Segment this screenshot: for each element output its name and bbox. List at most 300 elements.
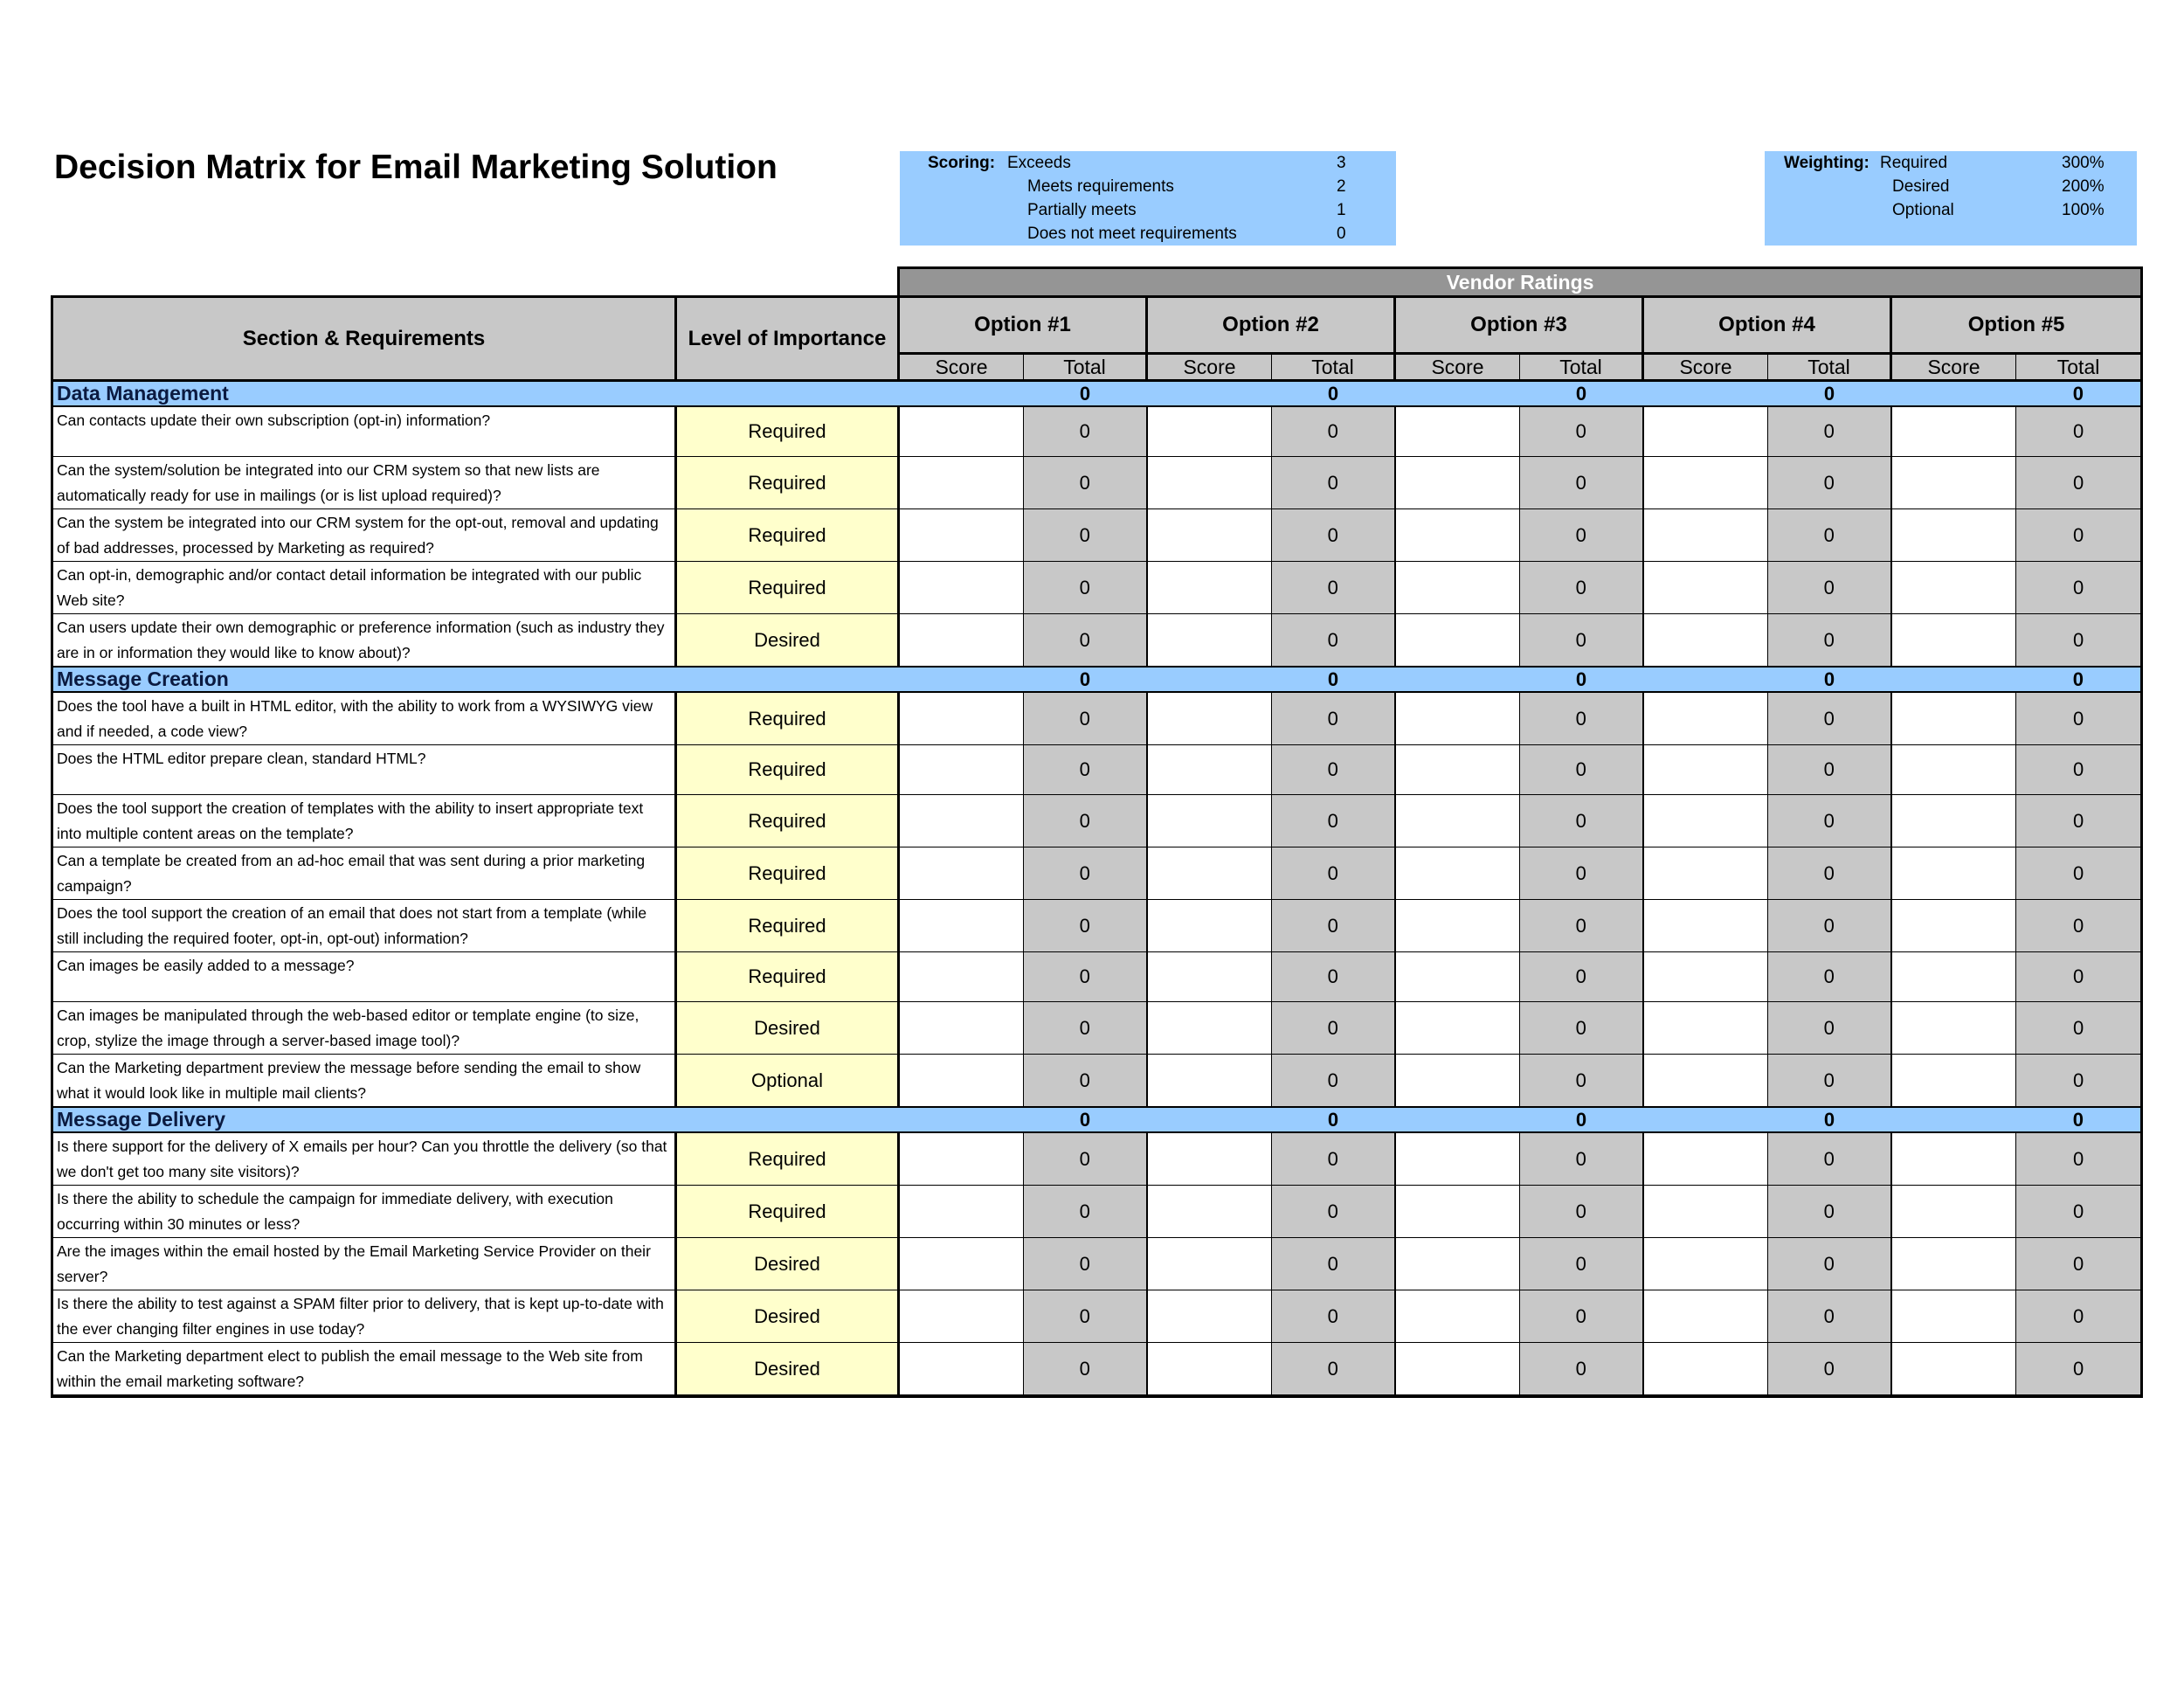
section-score-spacer: [1395, 381, 1520, 407]
requirement-row: [52, 900, 2142, 952]
score-input-cell[interactable]: [1147, 900, 1272, 952]
importance-level[interactable]: Required: [676, 745, 899, 795]
total-cell: 0: [2016, 406, 2142, 457]
score-input-cell[interactable]: [1395, 509, 1520, 562]
section-name: Message Delivery: [52, 1107, 899, 1132]
option-header: Option #4: [1643, 297, 1891, 354]
section-score-spacer: [1395, 1107, 1520, 1132]
total-header: Total: [2016, 354, 2142, 381]
requirement-text: Can users update their own demographic or preference information (such as industry they are in or information they would like to know about)?: [52, 614, 676, 668]
score-input-cell[interactable]: [1643, 562, 1768, 614]
total-cell: 0: [2016, 1132, 2142, 1186]
total-cell: 0: [1272, 745, 1395, 795]
requirement-row: [52, 457, 2142, 509]
section-total: 0: [1768, 667, 1891, 692]
score-input-cell[interactable]: [1147, 1002, 1272, 1055]
score-input-cell[interactable]: [1643, 900, 1768, 952]
score-input-cell[interactable]: [899, 952, 1024, 1002]
score-input-cell[interactable]: [899, 795, 1024, 847]
score-input-cell[interactable]: [899, 457, 1024, 509]
score-input-cell[interactable]: [1395, 745, 1520, 795]
section-score-spacer: [1891, 1107, 2016, 1132]
total-cell: 0: [1024, 562, 1147, 614]
total-cell: 0: [2016, 1238, 2142, 1290]
total-cell: 0: [1024, 1002, 1147, 1055]
section-score-spacer: [1395, 667, 1520, 692]
score-input-cell[interactable]: [1147, 1238, 1272, 1290]
total-cell: 0: [1024, 795, 1147, 847]
weighting-legend: [1765, 151, 2137, 246]
score-input-cell[interactable]: [1891, 509, 2016, 562]
score-input-cell[interactable]: [899, 562, 1024, 614]
score-input-cell[interactable]: [1147, 1055, 1272, 1108]
section-total: 0: [2016, 667, 2142, 692]
score-input-cell[interactable]: [899, 1002, 1024, 1055]
requirement-row: [52, 795, 2142, 847]
total-cell: 0: [1024, 1290, 1147, 1343]
requirement-text: Can the system/solution be integrated into our CRM system so that new lists are automatically ready for use in mailings (or is list upload required)?: [52, 457, 676, 509]
total-cell: 0: [1024, 952, 1147, 1002]
total-cell: 0: [1768, 1132, 1891, 1186]
total-cell: 0: [2016, 1343, 2142, 1397]
weighting-value: 200%: [2062, 177, 2105, 196]
score-input-cell[interactable]: [899, 900, 1024, 952]
total-cell: 0: [1768, 1186, 1891, 1238]
requirement-row: [52, 745, 2142, 795]
requirement-text: Can images be easily added to a message?: [52, 952, 676, 1002]
score-input-cell[interactable]: [1643, 795, 1768, 847]
total-cell: 0: [1024, 457, 1147, 509]
score-header: Score: [899, 354, 1024, 381]
total-cell: 0: [1024, 614, 1147, 668]
score-input-cell[interactable]: [1891, 847, 2016, 900]
importance-level[interactable]: Required: [676, 952, 899, 1002]
score-input-cell[interactable]: [899, 692, 1024, 745]
total-cell: 0: [1768, 457, 1891, 509]
total-cell: 0: [1768, 614, 1891, 668]
total-cell: 0: [1520, 1186, 1643, 1238]
score-input-cell[interactable]: [1643, 952, 1768, 1002]
score-input-cell[interactable]: [1147, 406, 1272, 457]
requirement-text: Can a template be created from an ad-hoc email that was sent during a prior marketing campaign?: [52, 847, 676, 900]
total-cell: 0: [2016, 1055, 2142, 1108]
total-cell: 0: [1768, 1290, 1891, 1343]
total-cell: 0: [2016, 692, 2142, 745]
total-cell: 0: [1520, 1055, 1643, 1108]
requirement-row: [52, 952, 2142, 1002]
total-cell: 0: [1024, 692, 1147, 745]
section-score-spacer: [899, 1107, 1024, 1132]
total-header: Total: [1024, 354, 1147, 381]
score-input-cell[interactable]: [899, 406, 1024, 457]
total-header: Total: [1520, 354, 1643, 381]
score-input-cell[interactable]: [1891, 795, 2016, 847]
total-cell: 0: [1520, 614, 1643, 668]
score-input-cell[interactable]: [1147, 692, 1272, 745]
total-cell: 0: [1272, 847, 1395, 900]
option-header: Option #3: [1395, 297, 1643, 354]
total-cell: 0: [1520, 745, 1643, 795]
total-cell: 0: [2016, 1290, 2142, 1343]
importance-level[interactable]: Desired: [676, 1343, 899, 1397]
requirement-row: [52, 1186, 2142, 1238]
score-input-cell[interactable]: [1891, 1186, 2016, 1238]
total-cell: 0: [1024, 1186, 1147, 1238]
importance-level[interactable]: Required: [676, 1186, 899, 1238]
total-cell: 0: [1272, 614, 1395, 668]
score-input-cell[interactable]: [1395, 1238, 1520, 1290]
score-input-cell[interactable]: [1395, 795, 1520, 847]
score-input-cell[interactable]: [1395, 457, 1520, 509]
requirement-text: Does the tool support the creation of an email that does not start from a template (while still including the required footer, opt-in, opt-out) information?: [52, 900, 676, 952]
total-cell: 0: [2016, 900, 2142, 952]
weighting-label: Required: [1880, 154, 1948, 172]
section-row: [52, 1107, 2142, 1132]
section-total: 0: [1768, 1107, 1891, 1132]
requirement-row: [52, 562, 2142, 614]
score-input-cell[interactable]: [1147, 952, 1272, 1002]
scoring-legend: [900, 151, 1396, 246]
importance-level[interactable]: Required: [676, 795, 899, 847]
requirement-text: Can the Marketing department preview the message before sending the email to show what it would look like in multiple mail clients?: [52, 1055, 676, 1108]
total-cell: 0: [2016, 509, 2142, 562]
section-total: 0: [1024, 1107, 1147, 1132]
vendor-ratings-row: [52, 268, 2142, 297]
score-input-cell[interactable]: [1395, 1186, 1520, 1238]
score-input-cell[interactable]: [899, 1186, 1024, 1238]
score-input-cell[interactable]: [1891, 614, 2016, 668]
score-input-cell[interactable]: [1395, 847, 1520, 900]
score-input-cell[interactable]: [1395, 1055, 1520, 1108]
total-cell: 0: [2016, 562, 2142, 614]
decision-matrix-table: [51, 266, 2143, 1398]
requirement-row: [52, 1055, 2142, 1108]
score-input-cell[interactable]: [899, 1290, 1024, 1343]
scoring-value: 3: [1337, 154, 1346, 172]
total-cell: 0: [1024, 847, 1147, 900]
total-cell: 0: [1520, 509, 1643, 562]
score-input-cell[interactable]: [1643, 457, 1768, 509]
section-total: 0: [1520, 381, 1643, 407]
section-requirements-header: Section & Requirements: [52, 297, 676, 381]
total-cell: 0: [1520, 406, 1643, 457]
section-total: 0: [1520, 667, 1643, 692]
importance-level[interactable]: Desired: [676, 1002, 899, 1055]
total-cell: 0: [1272, 1343, 1395, 1397]
total-cell: 0: [1520, 1002, 1643, 1055]
score-input-cell[interactable]: [1395, 406, 1520, 457]
score-input-cell[interactable]: [1891, 1238, 2016, 1290]
total-cell: 0: [1024, 745, 1147, 795]
score-input-cell[interactable]: [1891, 952, 2016, 1002]
total-cell: 0: [1520, 562, 1643, 614]
importance-level[interactable]: Desired: [676, 1238, 899, 1290]
weighting-key: Weighting:: [1784, 154, 1870, 172]
total-cell: 0: [1768, 562, 1891, 614]
requirement-row: [52, 1238, 2142, 1290]
score-input-cell[interactable]: [1147, 795, 1272, 847]
section-score-spacer: [899, 381, 1024, 407]
scoring-value: 0: [1337, 225, 1346, 243]
score-input-cell[interactable]: [899, 1343, 1024, 1397]
score-input-cell[interactable]: [1891, 562, 2016, 614]
option-header: Option #1: [899, 297, 1147, 354]
score-header: Score: [1395, 354, 1520, 381]
score-input-cell[interactable]: [899, 614, 1024, 668]
importance-level[interactable]: Required: [676, 900, 899, 952]
total-cell: 0: [1272, 1238, 1395, 1290]
option-header: Option #2: [1147, 297, 1395, 354]
requirement-row: [52, 1002, 2142, 1055]
section-name: Data Management: [52, 381, 899, 407]
option-header-row: [52, 297, 2142, 354]
requirement-row: [52, 692, 2142, 745]
scoring-label: Exceeds: [1007, 154, 1071, 172]
score-input-cell[interactable]: [1147, 509, 1272, 562]
score-input-cell[interactable]: [1891, 1343, 2016, 1397]
total-cell: 0: [1768, 745, 1891, 795]
section-total: 0: [1024, 667, 1147, 692]
requirement-text: Does the HTML editor prepare clean, standard HTML?: [52, 745, 676, 795]
total-cell: 0: [1272, 1055, 1395, 1108]
requirement-text: Is there the ability to test against a SPAM filter prior to delivery, that is kept up-to-date with the ever changing filter engines in use today?: [52, 1290, 676, 1343]
score-input-cell[interactable]: [1643, 1290, 1768, 1343]
section-score-spacer: [1891, 667, 2016, 692]
importance-level[interactable]: Optional: [676, 1055, 899, 1108]
total-cell: 0: [1272, 952, 1395, 1002]
requirement-row: [52, 1343, 2142, 1397]
section-score-spacer: [1891, 381, 2016, 407]
importance-level[interactable]: Desired: [676, 614, 899, 668]
total-cell: 0: [1520, 795, 1643, 847]
total-cell: 0: [1024, 1238, 1147, 1290]
total-cell: 0: [1272, 795, 1395, 847]
score-input-cell[interactable]: [1891, 1002, 2016, 1055]
total-header: Total: [1272, 354, 1395, 381]
total-cell: 0: [1768, 900, 1891, 952]
section-score-spacer: [899, 667, 1024, 692]
requirement-row: [52, 509, 2142, 562]
score-input-cell[interactable]: [1395, 952, 1520, 1002]
scoring-value: 1: [1337, 201, 1346, 219]
total-cell: 0: [1272, 406, 1395, 457]
score-input-cell[interactable]: [1891, 745, 2016, 795]
score-header: Score: [1891, 354, 2016, 381]
section-score-spacer: [1147, 1107, 1272, 1132]
section-total: 0: [1768, 381, 1891, 407]
total-cell: 0: [1272, 1002, 1395, 1055]
total-cell: 0: [1768, 1238, 1891, 1290]
scoring-label: Meets requirements: [1027, 177, 1174, 196]
score-input-cell[interactable]: [1147, 614, 1272, 668]
importance-level[interactable]: Required: [676, 562, 899, 614]
section-score-spacer: [1147, 381, 1272, 407]
score-input-cell[interactable]: [1395, 1132, 1520, 1186]
vendor-ratings-header: Vendor Ratings: [899, 268, 2142, 297]
score-input-cell[interactable]: [1643, 406, 1768, 457]
requirement-text: Can contacts update their own subscription (opt-in) information?: [52, 406, 676, 457]
total-cell: 0: [1024, 1055, 1147, 1108]
total-cell: 0: [1272, 562, 1395, 614]
total-cell: 0: [1520, 900, 1643, 952]
weighting-value: 300%: [2062, 154, 2105, 172]
page-title: Decision Matrix for Email Marketing Solution: [54, 149, 778, 186]
total-cell: 0: [1768, 406, 1891, 457]
spacer: [52, 268, 899, 297]
total-cell: 0: [1768, 952, 1891, 1002]
score-input-cell[interactable]: [1891, 1290, 2016, 1343]
total-cell: 0: [2016, 457, 2142, 509]
section-score-spacer: [1147, 667, 1272, 692]
requirement-text: Can the Marketing department elect to publish the email message to the Web site from within the email marketing software?: [52, 1343, 676, 1397]
importance-level[interactable]: Required: [676, 509, 899, 562]
score-input-cell[interactable]: [1395, 692, 1520, 745]
importance-level[interactable]: Desired: [676, 1290, 899, 1343]
total-cell: 0: [1024, 1132, 1147, 1186]
total-cell: 0: [1768, 1343, 1891, 1397]
total-cell: 0: [1520, 1290, 1643, 1343]
score-input-cell[interactable]: [1891, 1055, 2016, 1108]
total-cell: 0: [1024, 509, 1147, 562]
total-cell: 0: [1272, 1186, 1395, 1238]
total-cell: 0: [1520, 952, 1643, 1002]
section-row: [52, 667, 2142, 692]
total-cell: 0: [1024, 1343, 1147, 1397]
score-input-cell[interactable]: [1147, 1132, 1272, 1186]
section-total: 0: [2016, 1107, 2142, 1132]
total-header: Total: [1768, 354, 1891, 381]
score-input-cell[interactable]: [1147, 847, 1272, 900]
requirement-row: [52, 847, 2142, 900]
score-input-cell[interactable]: [1643, 847, 1768, 900]
score-input-cell[interactable]: [1891, 1132, 2016, 1186]
score-input-cell[interactable]: [1147, 562, 1272, 614]
total-cell: 0: [1272, 509, 1395, 562]
weighting-label: Optional: [1892, 201, 1954, 219]
importance-level[interactable]: Required: [676, 1132, 899, 1186]
score-input-cell[interactable]: [899, 1238, 1024, 1290]
score-input-cell[interactable]: [1395, 1343, 1520, 1397]
scoring-label: Partially meets: [1027, 201, 1137, 219]
total-cell: 0: [1520, 692, 1643, 745]
score-input-cell[interactable]: [899, 847, 1024, 900]
total-cell: 0: [1272, 1132, 1395, 1186]
section-total: 0: [1520, 1107, 1643, 1132]
section-total: 0: [1272, 1107, 1395, 1132]
total-cell: 0: [1768, 1002, 1891, 1055]
section-total: 0: [1024, 381, 1147, 407]
score-input-cell[interactable]: [1643, 745, 1768, 795]
score-input-cell[interactable]: [1147, 1343, 1272, 1397]
requirement-text: Is there the ability to schedule the campaign for immediate delivery, with execution occurring within 30 minutes or less?: [52, 1186, 676, 1238]
score-input-cell[interactable]: [1643, 1002, 1768, 1055]
importance-level[interactable]: Required: [676, 847, 899, 900]
total-cell: 0: [2016, 1186, 2142, 1238]
importance-level[interactable]: Required: [676, 692, 899, 745]
score-input-cell[interactable]: [1147, 457, 1272, 509]
requirement-text: Can opt-in, demographic and/or contact detail information be integrated with our public Web site?: [52, 562, 676, 614]
requirement-row: [52, 614, 2142, 668]
requirement-text: Are the images within the email hosted by the Email Marketing Service Provider on their server?: [52, 1238, 676, 1290]
score-input-cell[interactable]: [1891, 900, 2016, 952]
total-cell: 0: [1272, 900, 1395, 952]
score-input-cell[interactable]: [899, 1055, 1024, 1108]
scoring-label: Does not meet requirements: [1027, 225, 1237, 243]
requirement-row: [52, 406, 2142, 457]
section-total: 0: [1272, 381, 1395, 407]
total-cell: 0: [2016, 745, 2142, 795]
level-of-importance-header: Level of Importance: [676, 297, 899, 381]
score-input-cell[interactable]: [1891, 406, 2016, 457]
total-cell: 0: [2016, 614, 2142, 668]
score-input-cell[interactable]: [1395, 614, 1520, 668]
total-cell: 0: [1520, 1238, 1643, 1290]
score-input-cell[interactable]: [1147, 1290, 1272, 1343]
score-input-cell[interactable]: [1395, 562, 1520, 614]
section-score-spacer: [1643, 1107, 1768, 1132]
score-input-cell[interactable]: [1643, 1343, 1768, 1397]
importance-level[interactable]: Required: [676, 406, 899, 457]
total-cell: 0: [1272, 692, 1395, 745]
score-input-cell[interactable]: [899, 745, 1024, 795]
score-input-cell[interactable]: [1147, 1186, 1272, 1238]
weighting-value: 100%: [2062, 201, 2105, 219]
requirement-row: [52, 1290, 2142, 1343]
total-cell: 0: [1520, 847, 1643, 900]
total-cell: 0: [1272, 1290, 1395, 1343]
importance-level[interactable]: Required: [676, 457, 899, 509]
total-cell: 0: [1520, 1132, 1643, 1186]
requirement-text: Does the tool support the creation of templates with the ability to insert appropriate text into multiple content areas on the template?: [52, 795, 676, 847]
total-cell: 0: [1272, 457, 1395, 509]
section-name: Message Creation: [52, 667, 899, 692]
total-cell: 0: [1024, 900, 1147, 952]
score-input-cell[interactable]: [1891, 457, 2016, 509]
section-total: 0: [2016, 381, 2142, 407]
score-input-cell[interactable]: [899, 509, 1024, 562]
score-input-cell[interactable]: [1147, 745, 1272, 795]
total-cell: 0: [1768, 1055, 1891, 1108]
requirement-text: Can the system be integrated into our CRM system for the opt-out, removal and updating of bad addresses, processed by Marketing as required?: [52, 509, 676, 562]
score-input-cell[interactable]: [1643, 614, 1768, 668]
score-input-cell[interactable]: [1395, 900, 1520, 952]
total-cell: 0: [1024, 406, 1147, 457]
score-input-cell[interactable]: [1643, 1238, 1768, 1290]
score-input-cell[interactable]: [1643, 1055, 1768, 1108]
section-row: [52, 381, 2142, 407]
total-cell: 0: [1520, 1343, 1643, 1397]
score-input-cell[interactable]: [1643, 1186, 1768, 1238]
total-cell: 0: [2016, 795, 2142, 847]
section-score-spacer: [1643, 667, 1768, 692]
total-cell: 0: [2016, 1002, 2142, 1055]
scoring-key: Scoring:: [928, 154, 996, 172]
score-input-cell[interactable]: [1643, 1132, 1768, 1186]
score-input-cell[interactable]: [1643, 509, 1768, 562]
section-score-spacer: [1643, 381, 1768, 407]
score-input-cell[interactable]: [1395, 1002, 1520, 1055]
score-input-cell[interactable]: [1891, 692, 2016, 745]
requirement-text: Does the tool have a built in HTML editor, with the ability to work from a WYSIWYG view and if needed, a code view?: [52, 692, 676, 745]
section-total: 0: [1272, 667, 1395, 692]
score-input-cell[interactable]: [1643, 692, 1768, 745]
score-input-cell[interactable]: [899, 1132, 1024, 1186]
total-cell: 0: [1768, 509, 1891, 562]
requirement-text: Is there support for the delivery of X emails per hour? Can you throttle the delivery (so that we don't get too many site visitors)?: [52, 1132, 676, 1186]
score-input-cell[interactable]: [1395, 1290, 1520, 1343]
scoring-value: 2: [1337, 177, 1346, 196]
requirement-text: Can images be manipulated through the web-based editor or template engine (to size, crop, stylize the image through a server-based image tool)?: [52, 1002, 676, 1055]
